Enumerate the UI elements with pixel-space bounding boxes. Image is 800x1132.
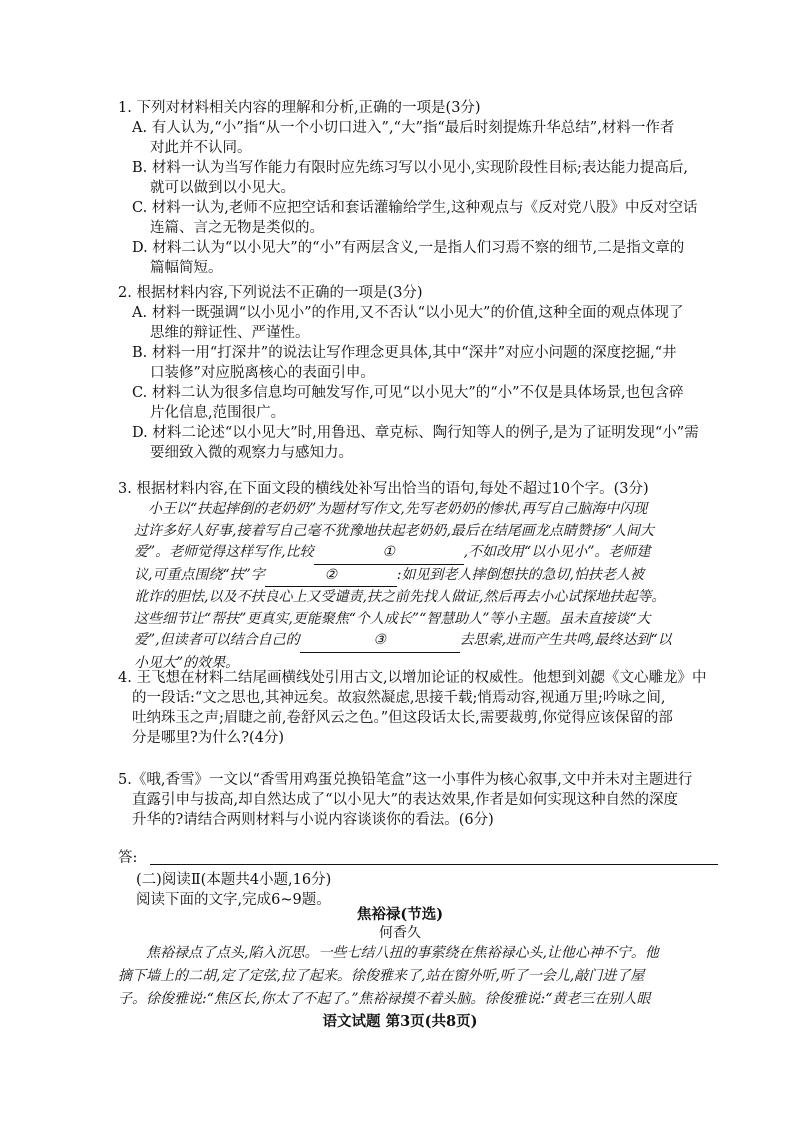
- q2-option-a-line2: 思维的辩证性、严谨性。: [150, 325, 310, 341]
- passage-line-3: 子。徐俊雅说:“焦区长,你太了不起了。”焦裕禄摸不着头脑。徐俊雅说:“黄老三在别人眼: [118, 991, 651, 1007]
- blank-1[interactable]: ①: [314, 542, 464, 565]
- q2-option-a-line1: A. 材料一既强调“以小见小”的作用,又不否认“以小见大”的价值,这种全面的观点体现了: [132, 305, 684, 321]
- question-5: [118, 770, 723, 830]
- q3-line-7a: 爱”,但读者可以结合自己的: [134, 632, 300, 648]
- q3-line-4b: :如见到老人摔倒想扶的急切,怕扶老人被: [396, 566, 644, 583]
- q3-line-4: [134, 565, 723, 588]
- q2-option-b-line2: 口装修”对应脱离核心的表面引申。: [150, 365, 375, 381]
- question-2-stem: 2. 根据材料内容,下列说法不正确的一项是(3分): [118, 285, 423, 301]
- q2-option-d-line1: D. 材料二论述“以小见大”时,用鲁迅、章克标、陶行知等人的例子,是为了证明发现“小”需: [132, 425, 699, 441]
- question-3: [118, 479, 723, 674]
- q1-option-b-line1: B. 材料一认为当写作能力有限时应先练习写以小见小,实现阶段性目标;表达能力提高后,: [132, 160, 688, 176]
- section-2-instruction: 阅读下面的文字,完成6~9题。: [136, 892, 331, 908]
- q3-line-5: 讹诈的胆怯,以及不扶良心上又受谴责,扶之前先找人做证,然后再去小心试探地扶起等。: [134, 589, 666, 605]
- q4-line-1: 4. 王飞想在材料二结尾画横线处引用古文,以增加论证的权威性。他想到刘勰《文心雕龙》中: [118, 670, 707, 686]
- q1-option-b: [118, 158, 723, 198]
- question-2: [118, 283, 723, 463]
- section-2-heading: (二)阅读Ⅱ(本题共4小题,16分): [136, 872, 332, 888]
- q1-option-c-line1: C. 材料一认为,老师不应把空话和套话灌输给学生,这种观点与《反对党八股》中反对空话: [132, 200, 698, 216]
- q2-option-a: [118, 303, 723, 343]
- q5-answer-area[interactable]: [118, 848, 718, 868]
- q2-option-c-line2: 片化信息,范围很广。: [150, 405, 286, 421]
- q2-option-d: [118, 423, 723, 463]
- passage-body: [118, 942, 728, 1011]
- q3-line-3a: 爱”。老师觉得这样写作,比较: [134, 544, 314, 560]
- q1-option-d-line2: 篇幅简短。: [150, 260, 223, 276]
- q1-option-c-line2: 连篇、言之无物是类似的。: [150, 220, 324, 236]
- passage-author: 何香久: [379, 925, 421, 941]
- q2-option-c: [118, 383, 723, 423]
- q3-line-3b: ,不如改用“以小见小”。老师建: [463, 544, 651, 560]
- q2-option-b-line1: B. 材料一用“打深井”的说法让写作理念更具体,其中“深井”对应小问题的深度挖掘,“井: [132, 345, 677, 361]
- q1-option-a: [118, 118, 723, 158]
- question-3-stem: 3. 根据材料内容,在下面文段的横线处补写出恰当的语句,每处不超过10个字。(3分): [118, 481, 649, 497]
- q2-option-d-line2: 要细致入微的观察力与感知力。: [150, 445, 353, 461]
- q3-line-7b: 去思索,进而产生共鸣,最终达到“以: [459, 632, 672, 648]
- q1-option-c: [118, 198, 723, 238]
- q4-line-4: 分是哪里?为什么?(4分): [132, 730, 285, 746]
- q3-line-7: [134, 630, 723, 653]
- q3-line-8: 小见大”的效果。: [134, 654, 240, 671]
- q1-option-b-line2: 就可以做到以小见大。: [150, 180, 295, 196]
- q1-option-d: [118, 238, 723, 278]
- q3-line-4a: 议,可重点围绕“扶”字: [134, 566, 265, 583]
- q3-line-1: 小王以“扶起摔倒的老奶奶”为题材写作文,先写老奶奶的惨状,再写自己脑海中闪现: [148, 501, 648, 517]
- passage-title: 焦裕禄(节选): [356, 906, 444, 923]
- blank-3[interactable]: ③: [300, 630, 460, 653]
- q5-line-3: 升华的?请结合两则材料与小说内容谈谈你的看法。(6分): [132, 812, 494, 828]
- q3-line-3: [134, 542, 723, 565]
- q2-option-c-line1: C. 材料二认为很多信息均可触发写作,可见“以小见大”的“小”不仅是具体场景,也包含碎: [132, 385, 684, 401]
- question-4: [118, 668, 723, 748]
- q3-line-2: 过许多好人好事,接着写自己毫不犹豫地扶起老奶奶,最后在结尾画龙点睛赞扬“人间大: [134, 522, 655, 539]
- q3-line-6: 这些细节让“帮扶”更真实,更能聚焦“个人成长”“智慧助人”等小主题。虽未直接谈“大: [134, 610, 651, 627]
- page-footer: 语文试题 第3页(共8页): [322, 1013, 478, 1030]
- q1-option-a-line2: 对此并不认同。: [150, 140, 252, 156]
- q5-line-2: 直露引申与拔高,却自然达成了“以小见大”的表达效果,作者是如何实现这种自然的深度: [132, 792, 679, 808]
- question-3-passage: [118, 499, 723, 674]
- q1-option-d-line1: D. 材料二认为“以小见大”的“小”有两层含义,一是指人们习焉不察的细节,二是指文章的: [132, 240, 685, 256]
- q2-option-b: [118, 343, 723, 383]
- q4-line-2: 的一段话:“文之思也,其神远矣。故寂然凝虑,思接千载;悄焉动容,视通万里;吟咏之间,: [132, 690, 666, 706]
- q5-line-1: 5.《哦,香雪》一文以“香雪用鸡蛋兑换铅笔盒”这一小事件为核心叙事,文中并未对主题进行: [118, 772, 693, 788]
- passage-line-2: 摘下墙上的二胡,定了定弦,拉了起来。徐俊雅来了,站在窗外听,听了一会儿,敲门进了屋: [118, 968, 645, 984]
- question-1-stem: 1. 下列对材料相关内容的理解和分析,正确的一项是(3分): [118, 100, 481, 116]
- q4-line-3: 吐纳珠玉之声;眉睫之前,卷舒风云之色。”但这段话太长,需要裁剪,你觉得应该保留的部: [132, 710, 673, 726]
- question-1: [118, 98, 723, 278]
- q1-option-a-line1: A. 有人认为,“小”指“从一个小切口进入”,“大”指“最后时刻提炼升华总结”,材料一作者: [132, 120, 675, 136]
- answer-rule: [150, 864, 718, 865]
- passage-line-1: 焦裕禄点了点头,陷入沉思。一些七结八扭的事萦绕在焦裕禄心头,让他心神不宁。他: [146, 945, 659, 961]
- answer-label: 答:: [118, 850, 138, 866]
- blank-2[interactable]: ②: [265, 565, 397, 588]
